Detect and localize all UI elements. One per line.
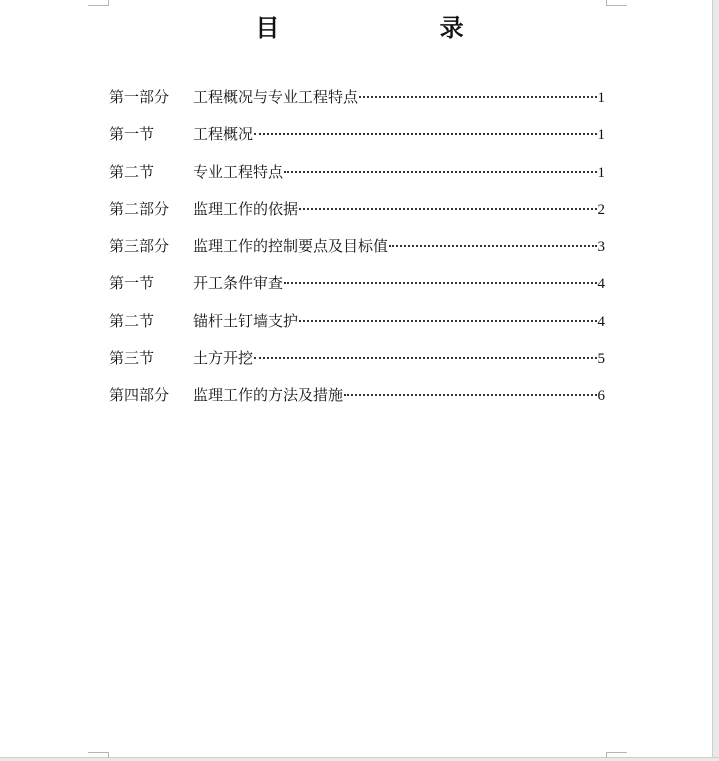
toc-entry[interactable] xyxy=(109,310,605,347)
toc-entry-title: 工程概况与专业工程特点 xyxy=(193,88,359,106)
toc-entry-label: 第二节 xyxy=(109,311,155,330)
toc-entry-page: 1 xyxy=(597,90,605,106)
crop-mark-bottom-right xyxy=(606,752,627,758)
dot-leader xyxy=(389,245,596,247)
toc-entry-page: 3 xyxy=(597,239,605,256)
toc-entry[interactable] xyxy=(109,272,605,309)
toc-entry-label: 第一部分 xyxy=(109,88,170,106)
toc-entry-title: 锚杆土钉墙支护 xyxy=(193,311,299,330)
toc-entry-label: 第一节 xyxy=(109,274,155,293)
toc-entry-title: 监理工作的控制要点及目标值 xyxy=(193,237,389,256)
document-title: 目 录 xyxy=(255,13,540,42)
page-right-edge xyxy=(712,0,719,761)
toc-entry[interactable] xyxy=(109,123,605,160)
toc-entry[interactable] xyxy=(109,198,605,235)
toc-entry-label: 第三部分 xyxy=(109,237,170,256)
toc-entry-label: 第一节 xyxy=(109,125,155,144)
table-of-contents xyxy=(109,86,605,422)
crop-mark-bottom-left xyxy=(88,752,109,758)
toc-entry-title: 监理工作的依据 xyxy=(193,199,299,218)
toc-entry-page: 1 xyxy=(597,127,605,144)
dot-leader xyxy=(284,171,596,173)
toc-entry-page: 5 xyxy=(597,351,605,368)
dot-leader xyxy=(254,133,596,135)
toc-entry-label: 第三节 xyxy=(109,349,155,368)
toc-entry-page: 4 xyxy=(597,276,605,293)
toc-entry-title: 监理工作的方法及措施 xyxy=(193,386,344,405)
toc-entry-label: 第二节 xyxy=(109,162,155,181)
toc-entry[interactable] xyxy=(109,235,605,272)
dot-leader xyxy=(299,208,596,210)
toc-entry-title: 专业工程特点 xyxy=(193,162,284,181)
crop-mark-top-left xyxy=(88,0,109,6)
toc-entry-page: 1 xyxy=(597,164,605,181)
dot-leader xyxy=(299,320,596,322)
toc-entry[interactable] xyxy=(109,86,605,123)
toc-entry-page: 6 xyxy=(597,388,605,405)
toc-entry-page: 2 xyxy=(597,201,605,218)
toc-entry[interactable] xyxy=(109,347,605,384)
dot-leader xyxy=(284,282,596,284)
toc-entry-title: 开工条件审查 xyxy=(193,274,284,293)
toc-entry[interactable] xyxy=(109,161,605,198)
toc-entry-label: 第二部分 xyxy=(109,199,170,218)
crop-mark-top-right xyxy=(606,0,627,6)
dot-leader xyxy=(254,357,596,359)
toc-entry[interactable] xyxy=(109,384,605,421)
dot-leader xyxy=(344,394,596,396)
toc-entry-page: 4 xyxy=(597,313,605,330)
toc-entry-title: 土方开挖 xyxy=(193,349,254,368)
dot-leader xyxy=(359,96,596,98)
toc-entry-title: 工程概况 xyxy=(193,125,254,144)
toc-entry-label: 第四部分 xyxy=(109,386,170,405)
